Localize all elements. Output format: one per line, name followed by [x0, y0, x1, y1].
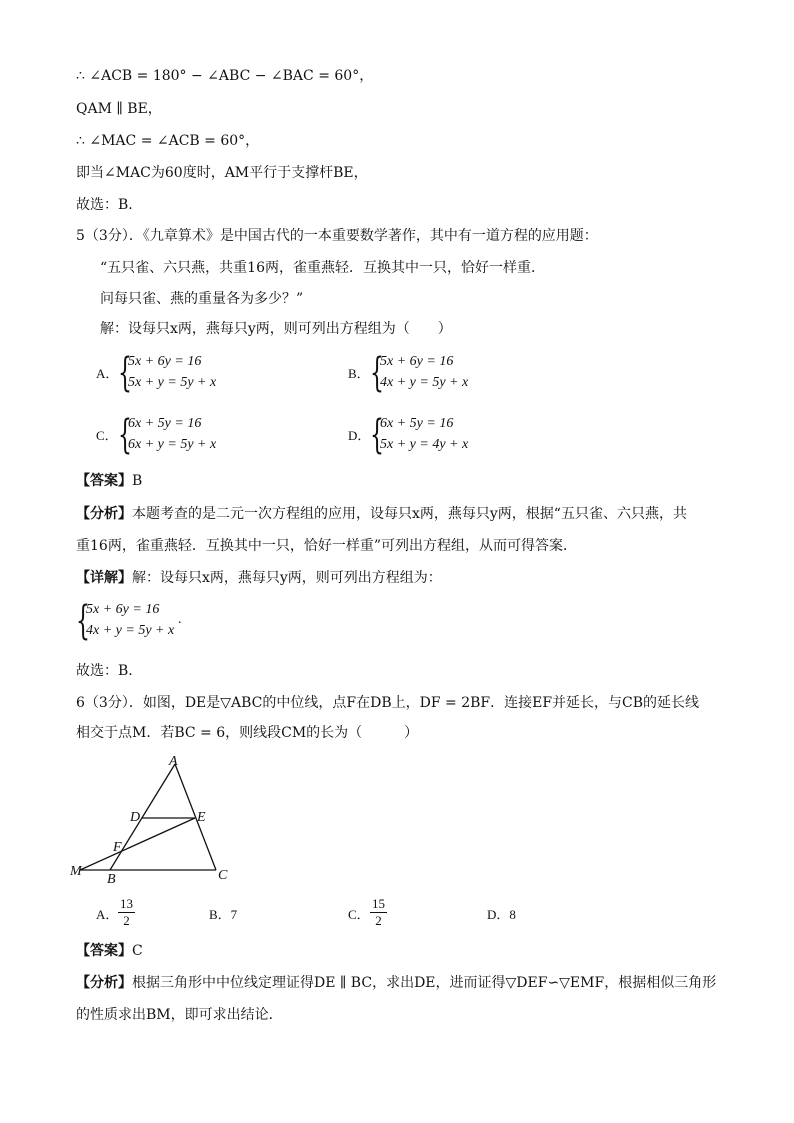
label-e: E — [197, 810, 206, 825]
label-c: C — [218, 868, 228, 883]
q5-detail — [76, 568, 442, 588]
q6-analysis-line-1 — [76, 973, 716, 993]
q5-option-b-label: B． — [348, 366, 370, 381]
q6-option-a-label: A． — [96, 907, 119, 922]
denominator: 2 — [375, 913, 382, 928]
equation: 5x + y = 5y + x — [128, 375, 217, 390]
label-b: B — [107, 872, 116, 884]
numerator: 15 — [372, 896, 385, 911]
q5-option-c-label: C． — [96, 428, 118, 443]
equation: 6x + y = 5y + x — [128, 437, 217, 452]
q6-option-b: B．7 — [209, 907, 238, 922]
label-f: F — [113, 840, 122, 855]
label-a: A — [169, 754, 178, 769]
proof-line-4: 即当∠MAC为60度时，AM平行于支撑杆BE， — [76, 165, 368, 181]
q5-quote-line-2: 问每只雀、燕的重量各为多少？” — [100, 291, 304, 307]
q5-question: 解：设每只x两，燕每只y两，则可列出方程组为（ ） — [100, 321, 452, 337]
proof-line-2: QAM ∥ BE， — [76, 101, 162, 117]
detail-text: 解：设每只x两，燕每只y两，则可列出方程组为： — [132, 570, 442, 586]
equation: 6x + 5y = 16 — [128, 416, 202, 431]
analysis-tag: 【分析】 — [76, 975, 132, 991]
answer-tag: 【答案】 — [76, 473, 132, 489]
answer-value: C — [132, 943, 143, 959]
label-d: D — [130, 810, 141, 825]
answer-tag: 【答案】 — [76, 943, 132, 959]
proof-line-1: ∴ ∠ACB = 180° − ∠ABC − ∠BAC = 60°， — [76, 68, 374, 84]
equation: 4x + y = 5y + x — [380, 375, 469, 390]
q5-analysis-line-2: 重16两，雀重燕轻．互换其中一只，恰好一样重”可列出方程组，从而可得答案． — [76, 538, 577, 554]
q6-answer — [76, 941, 143, 961]
equation: 5x + y = 4y + x — [380, 437, 469, 452]
equation: 5x + 6y = 16 — [380, 354, 454, 369]
analysis-text: 根据三角形中中位线定理证得DE ∥ BC，求出DE，进而证得▽DEF∽▽EMF，根据相似三角形 — [132, 975, 717, 991]
q6-option-d: D．8 — [487, 907, 516, 922]
detail-tag: 【详解】 — [76, 570, 132, 586]
q5-choose: 故选：B. — [76, 663, 133, 679]
equation: 6x + 5y = 16 — [380, 416, 454, 431]
q6-option-c-label: C． — [348, 907, 370, 922]
answer-value: B — [132, 473, 143, 489]
q6-option-a-fraction — [118, 896, 135, 929]
q5-answer — [76, 471, 142, 491]
analysis-tag: 【分析】 — [76, 506, 132, 522]
equation: 4x + y = 5y + x — [86, 623, 175, 638]
q6-stem-line-2: 相交于点M．若BC = 6，则线段CM的长为（ ） — [76, 725, 419, 741]
analysis-text: 本题考查的是二元一次方程组的应用，设每只x两，燕每只y两，根据“五只雀、六只燕，共 — [132, 506, 687, 522]
q5-analysis-line-1 — [76, 504, 687, 524]
label-m: M — [70, 864, 82, 879]
q6-analysis-line-2: 的性质求出BM，即可求出结论． — [76, 1007, 283, 1023]
numerator: 13 — [120, 896, 133, 911]
triangle-figure — [70, 752, 240, 884]
equation: 5x + 6y = 16 — [86, 602, 160, 617]
q5-stem: 5（3分）．《九章算术》是中国古代的一本重要数学著作，其中有一道方程的应用题： — [76, 228, 598, 244]
equation: 5x + 6y = 16 — [128, 354, 202, 369]
choose-line: 故选：B. — [76, 197, 133, 213]
proof-line-3: ∴ ∠MAC = ∠ACB = 60°， — [76, 133, 260, 149]
q5-quote-line-1: “五只雀、六只燕，共重16两，雀重燕轻．互换其中一只，恰好一样重． — [100, 260, 545, 276]
q6-option-c-fraction — [370, 896, 387, 929]
q5-option-a-label: A． — [96, 366, 119, 381]
denominator: 2 — [123, 913, 130, 928]
q5-option-d-label: D． — [348, 428, 371, 443]
q6-stem-line-1: 6（3分）．如图，DE是▽ABC的中位线，点F在DB上，DF = 2BF．连接EF并延长，与CB的延长线 — [76, 695, 700, 711]
